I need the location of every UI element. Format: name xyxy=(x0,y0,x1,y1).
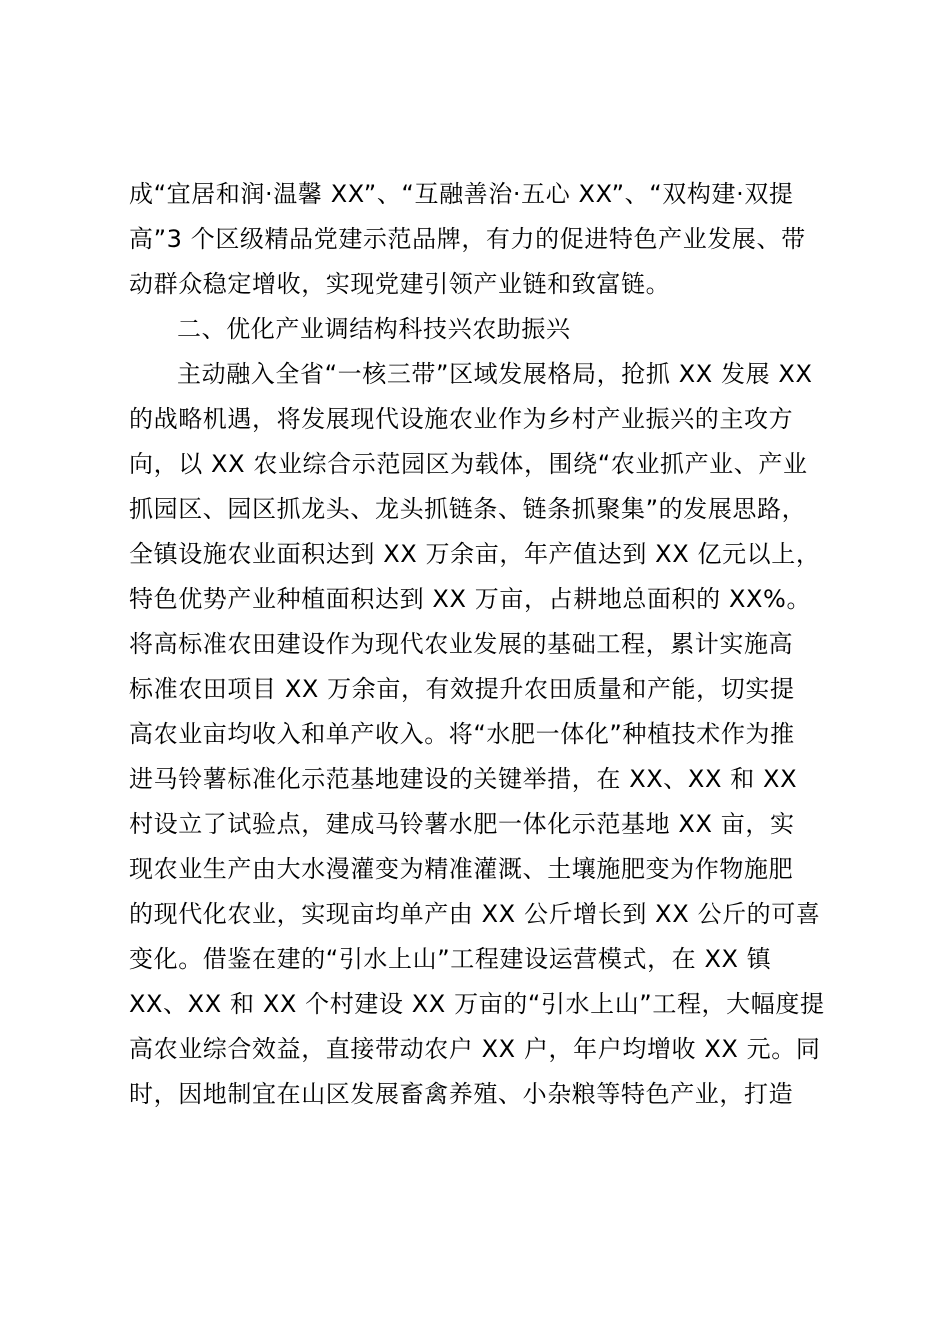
paragraph-line: 现农业生产由大水漫灌变为精准灌溉、土壤施肥变为作物施肥 xyxy=(129,855,794,883)
paragraph-line: 的现代化农业，实现亩均单产由 XX 公斤增长到 XX 公斤的可喜 xyxy=(129,900,821,928)
paragraph-line: 高”3 个区级精品党建示范品牌，有力的促进特色产业发展、带 xyxy=(129,225,806,253)
paragraph-line: 标准农田项目 XX 万余亩，有效提升农田质量和产能，切实提 xyxy=(129,675,795,703)
paragraph-line: 全镇设施农业面积达到 XX 万余亩，年产值达到 XX 亿元以上， xyxy=(129,540,821,568)
paragraph-line: 动群众稳定增收，实现党建引领产业链和致富链。 xyxy=(129,270,671,298)
paragraph-line: 的战略机遇，将发展现代设施农业作为乡村产业振兴的主攻方 xyxy=(129,405,794,433)
paragraph-line: 主动融入全省“一核三带”区域发展格局，抢抓 XX 发展 XX xyxy=(177,360,813,388)
paragraph-line: 成“宜居和润·温馨 XX”、“互融善治·五心 XX”、“双构建·双提 xyxy=(129,180,794,208)
document-body xyxy=(129,172,834,1117)
paragraph-line: 村设立了试验点，建成马铃薯水肥一体化示范基地 XX 亩，实 xyxy=(129,810,795,838)
paragraph-line: 抓园区、园区抓龙头、龙头抓链条、链条抓聚集”的发展思路， xyxy=(129,495,807,523)
paragraph-line: 高农业亩均收入和单产收入。将“水肥一体化”种植技术作为推 xyxy=(129,720,795,748)
paragraph-line: 特色优势产业种植面积达到 XX 万亩，占耕地总面积的 XX%。 xyxy=(129,585,812,613)
paragraph-line: 将高标准农田建设作为现代农业发展的基础工程，累计实施高 xyxy=(129,630,794,658)
paragraph-line: 时，因地制宜在山区发展畜禽养殖、小杂粮等特色产业，打造 xyxy=(129,1080,794,1108)
paragraph-line: 变化。借鉴在建的“引水上山”工程建设运营模式，在 XX 镇 xyxy=(129,945,772,973)
paragraph-line: XX、XX 和 XX 个村建设 XX 万亩的“引水上山”工程，大幅度提 xyxy=(129,990,825,1018)
section-heading: 二、优化产业调结构科技兴农助振兴 xyxy=(177,315,571,343)
paragraph-line: 高农业综合效益，直接带动农户 XX 户，年户均增收 XX 元。同 xyxy=(129,1035,821,1063)
paragraph-line: 进马铃薯标准化示范基地建设的关键举措，在 XX、XX 和 XX xyxy=(129,765,798,793)
paragraph-line: 向，以 XX 农业综合示范园区为载体，围绕“农业抓产业、产业 xyxy=(129,450,808,478)
